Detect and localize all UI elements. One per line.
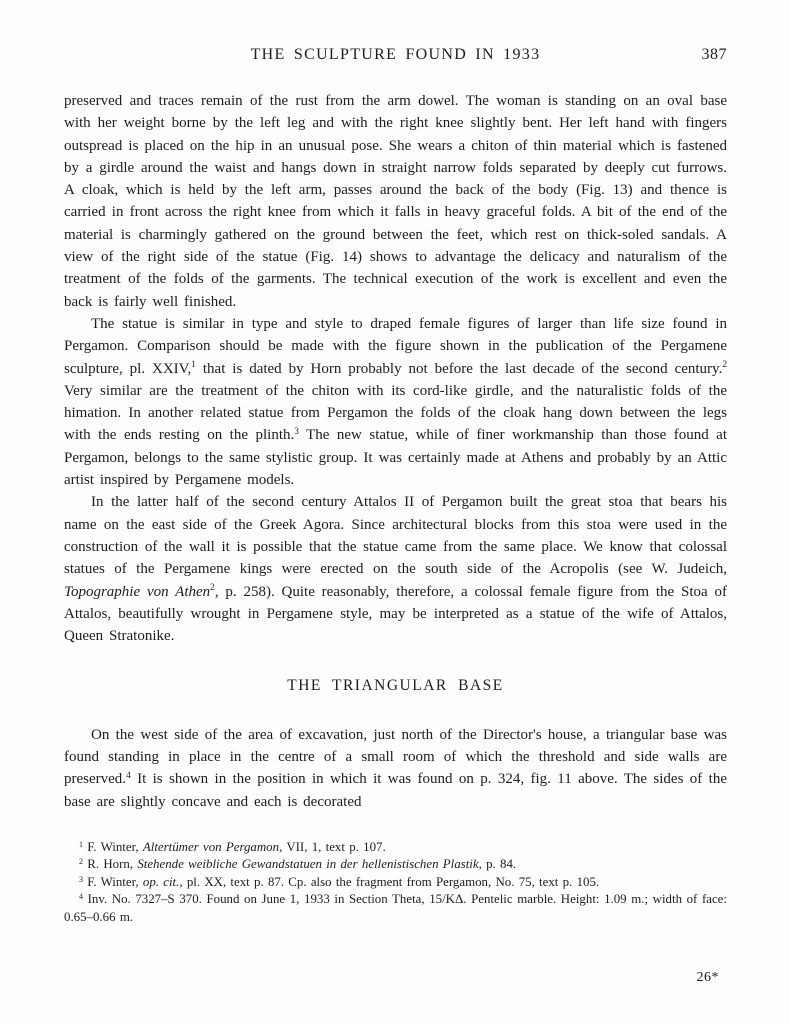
footnote-3-title-italic: op. cit. — [142, 874, 180, 889]
paragraph-2-text: Very similar are the treatment of the chiton with its cord-like girdle, and the naturalistic folds of the himation. In another related statue from Pergamon the folds of the cloak hang down between the legs with the ends resting on the plinth. — [64, 382, 727, 444]
paragraph-2 — [64, 313, 727, 491]
footnote-ref-1: 1 — [191, 360, 196, 371]
footnote-2-number: 2 — [79, 857, 83, 867]
footnote-4 — [64, 891, 727, 926]
edition-superscript: 2 — [210, 583, 215, 594]
paragraph-3-text: , p. 258). Quite reasonably, therefore, a colossal female figure from the Stoa of Attalos, beautifully wrought in Pergamene style, may be interpreted as a statue of the wife of Attalos, Queen Stratonike. — [64, 583, 727, 645]
footnote-ref-4: 4 — [126, 771, 131, 782]
section-heading: THE TRIANGULAR BASE — [287, 677, 504, 695]
footnote-1-text: , VII, 1, text p. 107. — [279, 839, 386, 854]
page-number: 387 — [701, 46, 727, 63]
paragraph-2-text: The new statue, while of finer workmanship than those found at Pergamon, belongs to the same stylistic group. It was certainly made at Athens and probably by an Attic artist inspired by Pergamene models. — [64, 427, 727, 489]
footnote-1 — [64, 839, 727, 857]
footnote-1-number: 1 — [79, 839, 83, 849]
footnote-3 — [64, 874, 727, 892]
footnote-3-text: , pl. XX, text p. 87. Cp. also the fragment from Pergamon, No. 75, text p. 105. — [179, 874, 600, 889]
footnote-4-number: 4 — [79, 892, 83, 902]
footnote-4-text: Inv. No. 7327–S 370. Found on June 1, 1933 in Section Theta, 15/ΚΔ. Pentelic marble. Height: 1.09 m.; width of face: 0.65–0.66 m. — [64, 892, 727, 924]
paragraph-4-text: It is shown in the position in which it was found on p. 324, fig. 11 above. The sides of the base are slightly concave and each is decorated — [64, 771, 727, 810]
footnote-2 — [64, 856, 727, 874]
paragraph-2-text: The statue is similar in type and style to draped female figures of larger than life size found in Pergamon. Comparison should be made with the figure shown in the publication of the Pergamene sculpture, pl. XXIV, — [64, 315, 727, 377]
book-title-italic: Topographie von Athen — [64, 583, 211, 600]
page-header — [64, 46, 727, 64]
signature-mark: 26* — [696, 970, 719, 985]
paragraph-2-text: that is dated by Horn probably not before the last decade of the second century. — [195, 360, 723, 377]
footnotes-block — [64, 839, 727, 927]
body-text — [64, 90, 727, 813]
footnote-1-title-italic: Altertümer von Pergamon — [142, 839, 280, 854]
footnote-3-text: F. Winter, — [83, 874, 143, 889]
footnote-ref-2: 2 — [722, 360, 727, 371]
paragraph-4-text: On the west side of the area of excavation, just north of the Director's house, a triangular base was found standing in place in the centre of a small room of which the threshold and side walls are preserved. — [64, 726, 727, 788]
paragraph-3 — [64, 491, 727, 647]
footnote-ref-3: 3 — [294, 427, 299, 438]
running-title: THE SCULPTURE FOUND IN 1933 — [250, 46, 541, 63]
footnote-2-title-italic: Stehende weibliche Gewandstatuen in der hellenistischen Plastik — [137, 857, 479, 872]
footnote-1-text: F. Winter, — [83, 839, 143, 854]
footnote-2-text: , p. 84. — [478, 857, 517, 872]
paragraph-3-text: In the latter half of the second century Attalos II of Pergamon built the great stoa that bears his name on the east side of the Greek Agora. Since architectural blocks from this stoa were used in the construction of the wall it is possible that the statue came from the same place. We know that colossal statues of the Pergamene kings were erected on the south side of the Acropolis (see W. Judeich, — [64, 494, 727, 578]
footnote-3-number: 3 — [79, 874, 83, 884]
paragraph-1 — [64, 90, 727, 313]
paragraph-1-text: preserved and traces remain of the rust from the arm dowel. The woman is standing on an oval base with her weight borne by the left leg and with the right knee slightly bent. Her left hand with fingers outspread is placed on the hip in an unusual pose. She wears a chiton of thin material which is fastened by a girdle around the waist and hangs down in straight narrow folds separated by deeply cut furrows. A cloak, which is held by the left arm, passes around the back of the body (Fig. 13) and thence is carried in front across the right knee from which it falls in heavy graceful folds. A bit of the end of the material is charmingly gathered on the ground between the feet, which rest on thick-soled sandals. A view of the right side of the statue (Fig. 14) shows to advantage the delicacy and naturalism of the treatment of the folds of the garments. The technical execution of the work is excellent and even the back is fairly well finished. — [64, 93, 727, 310]
paragraph-4 — [64, 724, 727, 813]
footnote-2-text: R. Horn, — [83, 857, 138, 872]
